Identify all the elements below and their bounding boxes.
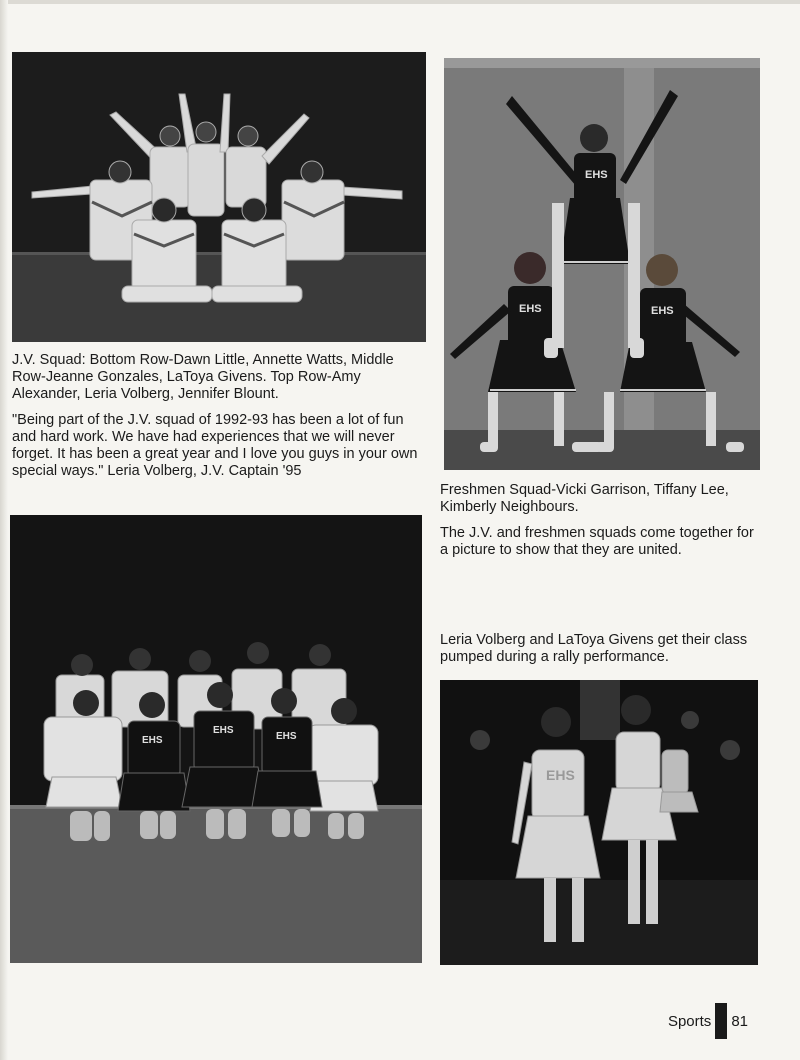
photo-combined-squads <box>10 515 422 963</box>
page-footer <box>668 1003 748 1039</box>
group-uniform-letters-1: EHS <box>142 735 163 746</box>
caption-jv-squad <box>12 352 430 489</box>
caption-jv-quote: "Being part of the J.V. squad of 1992-93 has been a lot of fun and hard work. We have had experiences that we will never forget. It has been a great year and I love you guys in your own special ways." Leria Volberg, J.V. Captain '95 <box>12 412 418 479</box>
photo-jv-squad <box>12 52 426 342</box>
footer-bar <box>715 1003 727 1039</box>
photo-freshmen-squad <box>444 58 760 470</box>
uniform-letters-top: EHS <box>585 169 608 181</box>
caption-freshmen-names: Freshmen Squad-Vicki Garrison, Tiffany Lee, Kimberly Neighbours. <box>440 482 729 515</box>
caption-freshmen <box>440 482 764 568</box>
caption-united: The J.V. and freshmen squads come together for a picture to show that they are united. <box>440 525 754 558</box>
uniform-letters-left: EHS <box>519 303 542 315</box>
scan-edge-left <box>0 0 8 1060</box>
footer-section: Sports <box>667 1012 712 1030</box>
uniform-letters-right: EHS <box>651 305 674 317</box>
group-uniform-letters-3: EHS <box>276 731 297 742</box>
caption-rally-text: Leria Volberg and LaToya Givens get their class pumped during a rally performance. <box>440 632 748 665</box>
group-uniform-letters-2: EHS <box>213 725 234 736</box>
rally-uniform-letters: EHS <box>546 767 575 783</box>
page-number: 81 <box>731 1012 748 1030</box>
scan-edge-top <box>0 0 800 4</box>
caption-rally <box>440 632 764 675</box>
caption-jv-names: J.V. Squad: Bottom Row-Dawn Little, Annette Watts, Middle Row-Jeanne Gonzales, LaToya Givens. Top Row-Amy Alexander, Leria Volberg, Jennifer Blount. <box>12 352 394 402</box>
photo-rally-performance <box>440 680 758 965</box>
